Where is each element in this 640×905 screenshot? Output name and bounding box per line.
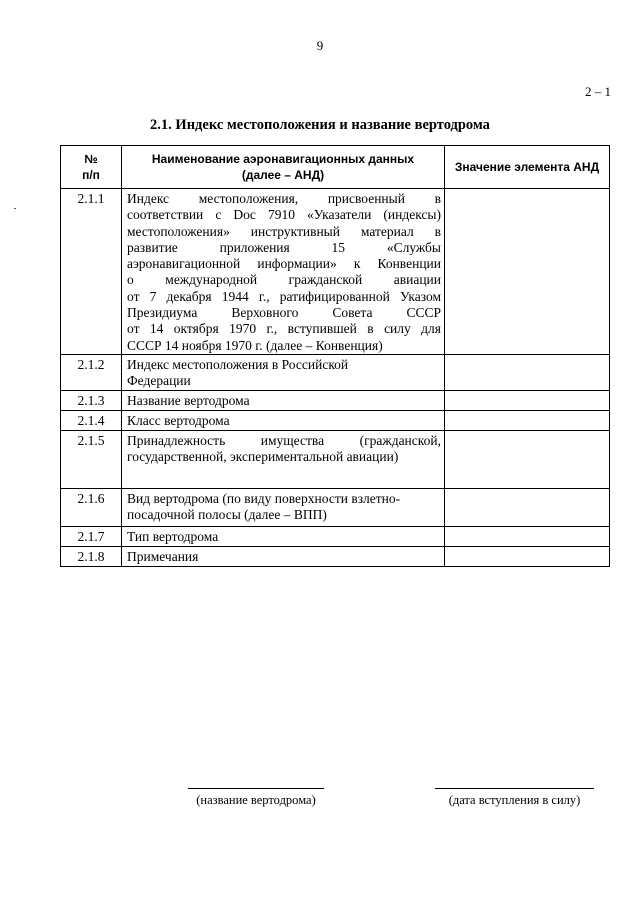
signature-effective-date: (дата вступления в силу) xyxy=(435,788,594,808)
row-number: 2.1.3 xyxy=(61,390,122,410)
header-num-line: п/п xyxy=(82,168,100,182)
row-name-line: от 14 октября 1970 г., вступившей в силу для xyxy=(127,321,441,337)
row-name xyxy=(122,526,445,546)
table-row xyxy=(61,410,610,430)
row-name-line: Принадлежность имущества (гражданской, xyxy=(127,432,441,448)
row-name xyxy=(122,189,445,355)
table-row xyxy=(61,488,610,526)
row-name-line: местоположения» инструктивный материал в xyxy=(127,223,441,239)
row-number: 2.1.6 xyxy=(61,488,122,526)
row-name-line: Федерации xyxy=(127,373,191,389)
row-number: 2.1.4 xyxy=(61,410,122,430)
row-name-line: СССР 14 ноября 1970 г. (далее – Конвенция) xyxy=(127,337,383,353)
appendix-id: 2 – 1 xyxy=(585,84,611,99)
row-name xyxy=(122,430,445,488)
row-value xyxy=(445,355,610,391)
table-row xyxy=(61,355,610,391)
row-name-line: Индекс местоположения, присвоенный в xyxy=(127,191,441,206)
header-name xyxy=(122,146,445,189)
row-name-line: соответствии с Doc 7910 «Указатели (индексы) xyxy=(127,207,441,223)
row-value xyxy=(445,189,610,355)
row-number: 2.1.8 xyxy=(61,546,122,566)
row-value xyxy=(445,526,610,546)
and-table xyxy=(60,145,610,567)
table-row xyxy=(61,526,610,546)
section-title: 2.1. Индекс местоположения и название вертодрома xyxy=(150,117,490,133)
header-name-line: Наименование аэронавигационных данных xyxy=(151,152,415,166)
table-row xyxy=(61,390,610,410)
row-name-line: аэронавигационной информации» к Конвенции xyxy=(127,256,441,272)
row-name-line: Вид вертодрома (по виду поверхности взлетно- xyxy=(127,490,401,506)
row-number: 2.1.5 xyxy=(61,430,122,488)
row-name xyxy=(122,410,445,430)
row-name-line: посадочной полосы (далее – ВПП) xyxy=(127,506,327,522)
header-num-line: № xyxy=(84,152,98,166)
table-row xyxy=(61,546,610,566)
row-name-line: Президиума Верховного Совета СССР xyxy=(127,305,441,321)
margin-mark xyxy=(14,208,16,209)
row-name-line: Индекс местоположения в Российской xyxy=(127,357,349,372)
row-name-line: Название вертодрома xyxy=(127,392,250,408)
row-name-line: Тип вертодрома xyxy=(127,528,219,544)
row-value xyxy=(445,430,610,488)
header-num xyxy=(61,146,122,189)
row-value xyxy=(445,410,610,430)
table-row xyxy=(61,430,610,488)
row-name-line: государственной, экспериментальной авиации) xyxy=(127,448,399,464)
row-value xyxy=(445,488,610,526)
row-name-line: развитие приложения 15 «Службы xyxy=(127,239,441,255)
row-number: 2.1.2 xyxy=(61,355,122,391)
row-name xyxy=(122,355,445,391)
row-name xyxy=(122,546,445,566)
table-header-row xyxy=(61,146,610,189)
row-name xyxy=(122,390,445,410)
signature-heliport-name: (название вертодрома) xyxy=(188,788,324,808)
header-name-line: (далее – АНД) xyxy=(241,168,325,182)
row-name-line: от 7 декабря 1944 г., ратифицированной Указом xyxy=(127,288,441,304)
row-name-line: Класс вертодрома xyxy=(127,412,230,428)
row-number: 2.1.7 xyxy=(61,526,122,546)
row-name-line: о международной гражданской авиации xyxy=(127,272,441,288)
row-number: 2.1.1 xyxy=(61,189,122,355)
page-number: 9 xyxy=(316,38,324,53)
row-value xyxy=(445,390,610,410)
row-name xyxy=(122,488,445,526)
table-row xyxy=(61,189,610,355)
row-value xyxy=(445,546,610,566)
row-name-line: Примечания xyxy=(127,548,199,564)
header-value: Значение элемента АНД xyxy=(445,146,610,189)
